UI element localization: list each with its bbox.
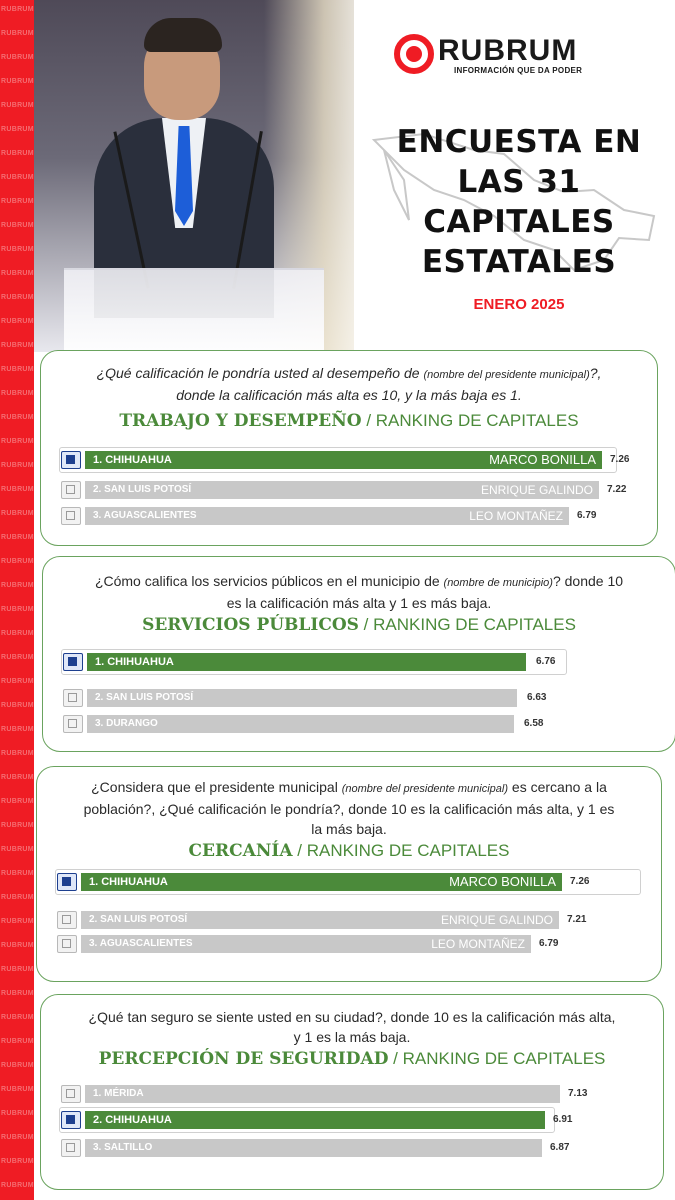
question-fragment: es cercano a la población?, ¿Qué calificación le pondría?, donde 10 es la calificación más alta, y 1 es la más baja. [83,779,615,837]
party-logo-icon [63,653,83,671]
strip-watermark: RUBRUM [1,870,34,877]
strip-watermark: RUBRUM [1,534,34,541]
strip-watermark: RUBRUM [1,942,34,949]
section-title [41,1049,663,1069]
bar-city-label: 3. DURANGO [95,718,158,729]
party-logo-mark [62,939,71,948]
logo-tagline: INFORMACIÓN QUE DA PODER [454,66,583,75]
bar-city-label: 1. CHIHUAHUA [93,454,172,466]
party-logo-icon [61,1085,81,1103]
section-title [41,411,657,431]
party-logo-icon [57,873,77,891]
bar-mayor-name: ENRIQUE GALINDO [440,913,553,927]
question-fragment: ? donde 10 es la calificación más alta y 1 es más baja. [226,573,624,611]
party-logo-icon [61,481,81,499]
party-logo-mark [68,657,77,666]
bar-cercania-3 [81,935,531,953]
question-note: (nombre de municipio) [443,577,553,589]
question-text [41,1007,663,1047]
bar-seguridad-2 [85,1111,545,1129]
strip-watermark: RUBRUM [1,366,34,373]
party-logo-mark [66,511,75,520]
header-banner [34,0,675,352]
strip-watermark: RUBRUM [1,1134,34,1141]
section-card-servicios [42,556,675,752]
section-title-main: PERCEPCIÓN DE SEGURIDAD [98,1049,389,1069]
strip-watermark: RUBRUM [1,558,34,565]
strip-watermark: RUBRUM [1,294,34,301]
bar-mayor-name: MARCO BONILLA [449,874,556,889]
logo-dot-icon [406,46,422,62]
bar-value-label: 6.63 [527,692,547,703]
section-title-main: CERCANÍA [188,841,293,861]
strip-watermark: RUBRUM [1,198,34,205]
rubrum-logo [394,32,644,80]
party-logo-icon [61,1139,81,1157]
bar-value-label: 7.26 [570,876,590,887]
strip-watermark: RUBRUM [1,726,34,733]
party-logo-mark [66,485,75,494]
party-logo-mark [68,693,77,702]
bar-city-label: 2. CHIHUAHUA [93,1114,172,1126]
section-card-cercania [36,766,662,982]
party-logo-icon [61,507,81,525]
survey-headline [354,122,675,282]
bar-value-label: 6.76 [536,656,556,667]
bar-mayor-name: LEO MONTAÑEZ [431,937,525,951]
section-title-main: TRABAJO Y DESEMPEÑO [119,411,362,431]
party-logo-icon [63,689,83,707]
strip-watermark: RUBRUM [1,462,34,469]
headline-line-2: LAS 31 [457,164,581,200]
bar-city-label: 1. CHIHUAHUA [89,876,168,888]
red-side-strip [0,0,34,1200]
party-logo-mark [62,877,71,886]
bar-seguridad-3 [85,1139,542,1157]
bar-servicios-2 [87,689,517,707]
bar-mayor-name: ENRIQUE GALINDO [480,483,593,497]
party-logo-icon [57,935,77,953]
strip-watermark: RUBRUM [1,990,34,997]
strip-watermark: RUBRUM [1,6,34,13]
strip-watermark: RUBRUM [1,270,34,277]
strip-watermark: RUBRUM [1,846,34,853]
section-title-sub: / RANKING DE CAPITALES [388,1049,606,1068]
question-text [37,777,661,839]
bar-servicios-1 [87,653,526,671]
strip-watermark: RUBRUM [1,102,34,109]
bar-value-label: 6.58 [524,718,544,729]
question-fragment: ¿Cómo califica los servicios públicos en el municipio de [94,573,444,589]
strip-watermark: RUBRUM [1,318,34,325]
strip-watermark: RUBRUM [1,894,34,901]
strip-watermark: RUBRUM [1,150,34,157]
party-logo-icon [61,1111,81,1129]
bar-cercania-2 [81,911,559,929]
bar-trabajo-3 [85,507,569,525]
bar-mayor-name: LEO MONTAÑEZ [469,509,563,523]
bar-value-label: 6.87 [550,1142,570,1153]
section-title-main: SERVICIOS PÚBLICOS [142,615,359,635]
bar-trabajo-1 [85,451,602,469]
podium [64,268,324,352]
strip-watermark: RUBRUM [1,1062,34,1069]
survey-date: ENERO 2025 [473,296,565,313]
bar-value-label: 7.26 [610,454,630,465]
strip-watermark: RUBRUM [1,342,34,349]
question-fragment: ?, donde la calificación más alta es 10, y la más baja es 1. [176,365,602,403]
bar-value-label: 6.91 [553,1114,573,1125]
section-card-trabajo [40,350,658,546]
strip-watermark: RUBRUM [1,654,34,661]
question-text [41,363,657,405]
bar-value-label: 7.21 [567,914,587,925]
strip-watermark: RUBRUM [1,630,34,637]
strip-watermark: RUBRUM [1,174,34,181]
strip-watermark: RUBRUM [1,30,34,37]
question-fragment: ¿Considera que el presidente municipal [91,779,342,795]
section-title-sub: / RANKING DE CAPITALES [361,411,579,430]
bar-city-label: 3. SALTILLO [93,1142,153,1153]
strip-watermark: RUBRUM [1,1038,34,1045]
strip-watermark: RUBRUM [1,918,34,925]
strip-watermark: RUBRUM [1,966,34,973]
bar-cercania-1 [81,873,562,891]
strip-watermark: RUBRUM [1,822,34,829]
party-logo-mark [66,1115,75,1124]
strip-watermark: RUBRUM [1,774,34,781]
section-title [37,841,661,861]
question-note: (nombre del presidente municipal) [423,369,590,381]
bar-servicios-3 [87,715,514,733]
strip-watermark: RUBRUM [1,1182,34,1189]
headline-line-4: ESTATALES [421,244,617,280]
headline-line-1: ENCUESTA EN [396,124,642,160]
bar-city-label: 3. AGUASCALIENTES [93,510,197,521]
bar-seguridad-1 [85,1085,560,1103]
strip-watermark: RUBRUM [1,390,34,397]
question-text [43,571,675,613]
strip-watermark: RUBRUM [1,798,34,805]
bar-city-label: 2. SAN LUIS POTOSÍ [89,914,188,925]
bar-mayor-name: MARCO BONILLA [489,452,596,467]
party-logo-mark [66,1143,75,1152]
bar-value-label: 6.79 [577,510,597,521]
section-title-sub: / RANKING DE CAPITALES [292,841,510,860]
bar-trabajo-2 [85,481,599,499]
bar-value-label: 7.22 [607,484,627,495]
question-fragment: ¿Qué calificación le pondría usted al desempeño de [96,365,424,381]
strip-watermark: RUBRUM [1,1158,34,1165]
section-title-sub: / RANKING DE CAPITALES [358,615,576,634]
bar-value-label: 7.13 [568,1088,588,1099]
strip-watermark: RUBRUM [1,1014,34,1021]
strip-watermark: RUBRUM [1,1110,34,1117]
strip-watermark: RUBRUM [1,414,34,421]
party-logo-mark [66,1089,75,1098]
strip-watermark: RUBRUM [1,438,34,445]
party-logo-icon [61,451,81,469]
strip-watermark: RUBRUM [1,54,34,61]
strip-watermark: RUBRUM [1,702,34,709]
party-logo-icon [63,715,83,733]
headline-line-3: CAPITALES [423,204,615,240]
strip-watermark: RUBRUM [1,1086,34,1093]
bar-city-label: 3. AGUASCALIENTES [89,938,193,949]
bar-city-label: 2. SAN LUIS POTOSÍ [93,484,192,495]
strip-watermark: RUBRUM [1,510,34,517]
strip-watermark: RUBRUM [1,678,34,685]
party-logo-icon [57,911,77,929]
strip-watermark: RUBRUM [1,582,34,589]
person-hair [144,18,222,52]
strip-watermark: RUBRUM [1,78,34,85]
strip-watermark: RUBRUM [1,126,34,133]
bar-city-label: 2. SAN LUIS POTOSÍ [95,692,194,703]
section-card-seguridad [40,994,664,1190]
strip-watermark: RUBRUM [1,486,34,493]
speaker-photo [34,0,354,352]
strip-watermark: RUBRUM [1,222,34,229]
question-note: (nombre del presidente municipal) [341,783,509,795]
logo-wordmark: RUBRUM [438,34,578,67]
strip-watermark: RUBRUM [1,606,34,613]
bar-value-label: 6.79 [539,938,559,949]
question-fragment: ¿Qué tan seguro se siente usted en su ciudad?, donde 10 es la calificación más alta, y 1 es la más baja. [88,1009,616,1045]
bar-city-label: 1. MÉRIDA [93,1088,144,1099]
strip-watermark: RUBRUM [1,750,34,757]
party-logo-mark [66,455,75,464]
strip-watermark: RUBRUM [1,246,34,253]
section-title [43,615,675,635]
bar-city-label: 1. CHIHUAHUA [95,656,174,668]
party-logo-mark [62,915,71,924]
party-logo-mark [68,719,77,728]
